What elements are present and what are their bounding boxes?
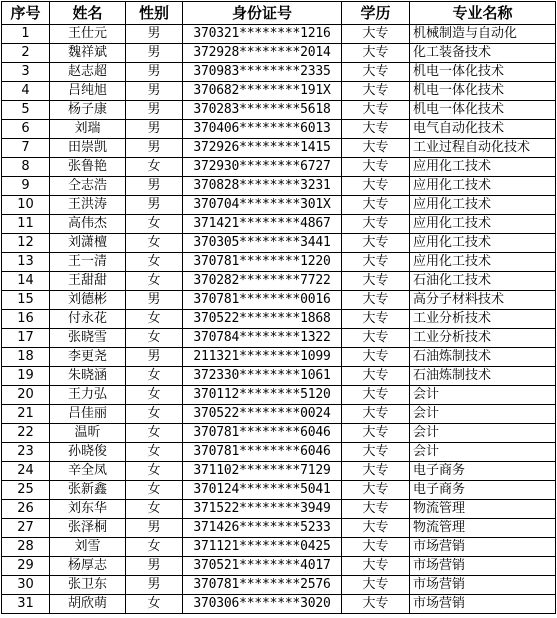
cell-education: 大专 (342, 348, 410, 367)
cell-education: 大专 (342, 500, 410, 519)
cell-gender: 男 (126, 63, 183, 82)
cell-education: 大专 (342, 367, 410, 386)
cell-gender: 女 (126, 500, 183, 519)
cell-gender: 男 (126, 291, 183, 310)
cell-gender: 男 (126, 519, 183, 538)
cell-id-number: 371522********3949 (183, 500, 342, 519)
cell-id-number: 370781********6046 (183, 443, 342, 462)
cell-name: 张卫东 (50, 576, 126, 595)
cell-education: 大专 (342, 557, 410, 576)
cell-education: 大专 (342, 253, 410, 272)
cell-gender: 女 (126, 272, 183, 291)
cell-gender: 男 (126, 196, 183, 215)
table-row (2, 557, 556, 576)
cell-serial-number: 22 (2, 424, 50, 443)
cell-major: 市场营销 (410, 557, 556, 576)
cell-education: 大专 (342, 177, 410, 196)
cell-gender: 男 (126, 557, 183, 576)
cell-gender: 男 (126, 82, 183, 101)
table-row (2, 481, 556, 500)
header-id-number: 身份证号 (183, 2, 342, 25)
cell-id-number: 370124********5041 (183, 481, 342, 500)
table-row (2, 101, 556, 120)
cell-education: 大专 (342, 44, 410, 63)
cell-serial-number: 2 (2, 44, 50, 63)
cell-major: 应用化工技术 (410, 215, 556, 234)
cell-education: 大专 (342, 120, 410, 139)
cell-name: 王力弘 (50, 386, 126, 405)
header-name: 姓名 (50, 2, 126, 25)
cell-id-number: 372930********6727 (183, 158, 342, 177)
cell-serial-number: 17 (2, 329, 50, 348)
cell-serial-number: 1 (2, 25, 50, 44)
cell-id-number: 370781********1220 (183, 253, 342, 272)
cell-major: 机电一体化技术 (410, 82, 556, 101)
cell-gender: 女 (126, 405, 183, 424)
cell-serial-number: 13 (2, 253, 50, 272)
cell-gender: 女 (126, 215, 183, 234)
cell-education: 大专 (342, 272, 410, 291)
cell-serial-number: 29 (2, 557, 50, 576)
cell-gender: 男 (126, 177, 183, 196)
cell-major: 会计 (410, 386, 556, 405)
cell-name: 杨厚志 (50, 557, 126, 576)
cell-name: 张新鑫 (50, 481, 126, 500)
cell-major: 应用化工技术 (410, 158, 556, 177)
table-row (2, 158, 556, 177)
cell-id-number: 371102********7129 (183, 462, 342, 481)
cell-id-number: 371121********0425 (183, 538, 342, 557)
cell-name: 张晓雪 (50, 329, 126, 348)
cell-name: 刘东华 (50, 500, 126, 519)
cell-major: 机电一体化技术 (410, 63, 556, 82)
cell-id-number: 370321********1216 (183, 25, 342, 44)
table-row (2, 367, 556, 386)
cell-id-number: 370781********2576 (183, 576, 342, 595)
cell-serial-number: 10 (2, 196, 50, 215)
cell-serial-number: 6 (2, 120, 50, 139)
cell-major: 市场营销 (410, 538, 556, 557)
cell-serial-number: 24 (2, 462, 50, 481)
cell-major: 化工装备技术 (410, 44, 556, 63)
cell-education: 大专 (342, 82, 410, 101)
table-row (2, 139, 556, 158)
cell-major: 电子商务 (410, 462, 556, 481)
cell-education: 大专 (342, 63, 410, 82)
cell-gender: 女 (126, 253, 183, 272)
cell-gender: 女 (126, 462, 183, 481)
table-row (2, 82, 556, 101)
table-row (2, 405, 556, 424)
table-row (2, 576, 556, 595)
cell-gender: 女 (126, 234, 183, 253)
cell-serial-number: 5 (2, 101, 50, 120)
cell-education: 大专 (342, 405, 410, 424)
cell-gender: 男 (126, 44, 183, 63)
cell-serial-number: 7 (2, 139, 50, 158)
cell-education: 大专 (342, 462, 410, 481)
cell-id-number: 370406********6013 (183, 120, 342, 139)
table-row (2, 253, 556, 272)
cell-major: 机电一体化技术 (410, 101, 556, 120)
table-row (2, 538, 556, 557)
table-row (2, 443, 556, 462)
table-row (2, 462, 556, 481)
table-row (2, 44, 556, 63)
cell-education: 大专 (342, 595, 410, 614)
cell-education: 大专 (342, 481, 410, 500)
cell-serial-number: 31 (2, 595, 50, 614)
cell-id-number: 372926********1415 (183, 139, 342, 158)
cell-gender: 男 (126, 139, 183, 158)
cell-id-number: 371426********5233 (183, 519, 342, 538)
table-row (2, 291, 556, 310)
cell-gender: 男 (126, 576, 183, 595)
cell-serial-number: 23 (2, 443, 50, 462)
table-row (2, 63, 556, 82)
cell-name: 田崇凯 (50, 139, 126, 158)
cell-name: 朱晓涵 (50, 367, 126, 386)
cell-education: 大专 (342, 101, 410, 120)
cell-name: 孙晓俊 (50, 443, 126, 462)
cell-id-number: 370983********2335 (183, 63, 342, 82)
table-row (2, 25, 556, 44)
cell-education: 大专 (342, 196, 410, 215)
cell-major: 市场营销 (410, 595, 556, 614)
table-row (2, 386, 556, 405)
header-education: 学历 (342, 2, 410, 25)
cell-id-number: 371421********4867 (183, 215, 342, 234)
cell-name: 王一清 (50, 253, 126, 272)
header-gender: 性别 (126, 2, 183, 25)
cell-name: 刘雪 (50, 538, 126, 557)
table-row (2, 272, 556, 291)
cell-name: 李更尧 (50, 348, 126, 367)
cell-gender: 男 (126, 101, 183, 120)
cell-serial-number: 18 (2, 348, 50, 367)
table-row (2, 234, 556, 253)
table-row (2, 519, 556, 538)
cell-major: 电子商务 (410, 481, 556, 500)
cell-serial-number: 28 (2, 538, 50, 557)
cell-education: 大专 (342, 538, 410, 557)
cell-education: 大专 (342, 291, 410, 310)
cell-gender: 女 (126, 158, 183, 177)
cell-name: 高伟杰 (50, 215, 126, 234)
cell-id-number: 370282********7722 (183, 272, 342, 291)
cell-serial-number: 16 (2, 310, 50, 329)
cell-major: 物流管理 (410, 500, 556, 519)
cell-name: 仝志浩 (50, 177, 126, 196)
cell-education: 大专 (342, 25, 410, 44)
table-body (2, 25, 556, 614)
cell-id-number: 370112********5120 (183, 386, 342, 405)
cell-name: 赵志超 (50, 63, 126, 82)
cell-gender: 女 (126, 538, 183, 557)
cell-serial-number: 19 (2, 367, 50, 386)
table-row (2, 348, 556, 367)
cell-major: 应用化工技术 (410, 196, 556, 215)
cell-major: 会计 (410, 405, 556, 424)
table-row (2, 215, 556, 234)
cell-education: 大专 (342, 139, 410, 158)
table-row (2, 329, 556, 348)
cell-education: 大专 (342, 234, 410, 253)
cell-serial-number: 26 (2, 500, 50, 519)
cell-education: 大专 (342, 576, 410, 595)
cell-major: 会计 (410, 443, 556, 462)
header-major: 专业名称 (410, 2, 556, 25)
table-row (2, 310, 556, 329)
header-row (2, 2, 556, 25)
cell-major: 电气自动化技术 (410, 120, 556, 139)
cell-id-number: 370305********3441 (183, 234, 342, 253)
cell-serial-number: 8 (2, 158, 50, 177)
cell-name: 张鲁艳 (50, 158, 126, 177)
cell-serial-number: 27 (2, 519, 50, 538)
student-roster-table (1, 1, 556, 614)
table-row (2, 196, 556, 215)
cell-serial-number: 12 (2, 234, 50, 253)
cell-education: 大专 (342, 443, 410, 462)
cell-education: 大专 (342, 310, 410, 329)
cell-gender: 女 (126, 424, 183, 443)
cell-major: 机械制造与自动化 (410, 25, 556, 44)
cell-serial-number: 15 (2, 291, 50, 310)
cell-gender: 女 (126, 329, 183, 348)
cell-gender: 女 (126, 443, 183, 462)
cell-major: 工业过程自动化技术 (410, 139, 556, 158)
cell-major: 工业分析技术 (410, 329, 556, 348)
cell-name: 刘德彬 (50, 291, 126, 310)
cell-major: 物流管理 (410, 519, 556, 538)
cell-name: 张泽桐 (50, 519, 126, 538)
cell-major: 石油炼制技术 (410, 348, 556, 367)
cell-major: 会计 (410, 424, 556, 443)
cell-gender: 女 (126, 481, 183, 500)
cell-gender: 女 (126, 386, 183, 405)
cell-education: 大专 (342, 158, 410, 177)
cell-serial-number: 3 (2, 63, 50, 82)
cell-serial-number: 9 (2, 177, 50, 196)
cell-id-number: 370522********1868 (183, 310, 342, 329)
cell-education: 大专 (342, 329, 410, 348)
cell-gender: 男 (126, 25, 183, 44)
cell-name: 辛全凤 (50, 462, 126, 481)
cell-id-number: 370522********0024 (183, 405, 342, 424)
cell-name: 魏祥斌 (50, 44, 126, 63)
cell-id-number: 211321********1099 (183, 348, 342, 367)
cell-name: 吕纯旭 (50, 82, 126, 101)
cell-id-number: 370781********0016 (183, 291, 342, 310)
cell-serial-number: 11 (2, 215, 50, 234)
cell-id-number: 370784********1322 (183, 329, 342, 348)
cell-education: 大专 (342, 519, 410, 538)
cell-name: 刘瑞 (50, 120, 126, 139)
cell-education: 大专 (342, 215, 410, 234)
cell-id-number: 370521********4017 (183, 557, 342, 576)
cell-name: 王仕元 (50, 25, 126, 44)
cell-id-number: 370704********301X (183, 196, 342, 215)
cell-serial-number: 4 (2, 82, 50, 101)
cell-education: 大专 (342, 386, 410, 405)
header-serial-number: 序号 (2, 2, 50, 25)
cell-id-number: 372330********1061 (183, 367, 342, 386)
cell-serial-number: 30 (2, 576, 50, 595)
cell-major: 应用化工技术 (410, 253, 556, 272)
cell-major: 石油化工技术 (410, 272, 556, 291)
cell-id-number: 370306********3020 (183, 595, 342, 614)
cell-name: 温昕 (50, 424, 126, 443)
cell-major: 高分子材料技术 (410, 291, 556, 310)
cell-major: 应用化工技术 (410, 234, 556, 253)
cell-name: 杨子康 (50, 101, 126, 120)
cell-id-number: 370828********3231 (183, 177, 342, 196)
cell-gender: 女 (126, 595, 183, 614)
cell-id-number: 372928********2014 (183, 44, 342, 63)
cell-gender: 男 (126, 120, 183, 139)
cell-name: 胡欣萌 (50, 595, 126, 614)
cell-major: 石油炼制技术 (410, 367, 556, 386)
table-row (2, 424, 556, 443)
cell-gender: 女 (126, 310, 183, 329)
cell-serial-number: 21 (2, 405, 50, 424)
cell-name: 吕佳丽 (50, 405, 126, 424)
cell-major: 市场营销 (410, 576, 556, 595)
cell-serial-number: 20 (2, 386, 50, 405)
cell-serial-number: 25 (2, 481, 50, 500)
cell-major: 工业分析技术 (410, 310, 556, 329)
cell-name: 刘潇檀 (50, 234, 126, 253)
cell-id-number: 370283********5618 (183, 101, 342, 120)
cell-serial-number: 14 (2, 272, 50, 291)
cell-gender: 女 (126, 367, 183, 386)
table-row (2, 177, 556, 196)
cell-gender: 男 (126, 348, 183, 367)
cell-major: 应用化工技术 (410, 177, 556, 196)
table-row (2, 595, 556, 614)
cell-id-number: 370682********191X (183, 82, 342, 101)
table-row (2, 120, 556, 139)
table-row (2, 500, 556, 519)
cell-name: 王洪涛 (50, 196, 126, 215)
cell-id-number: 370781********6046 (183, 424, 342, 443)
cell-education: 大专 (342, 424, 410, 443)
cell-name: 付永花 (50, 310, 126, 329)
cell-name: 王甜甜 (50, 272, 126, 291)
